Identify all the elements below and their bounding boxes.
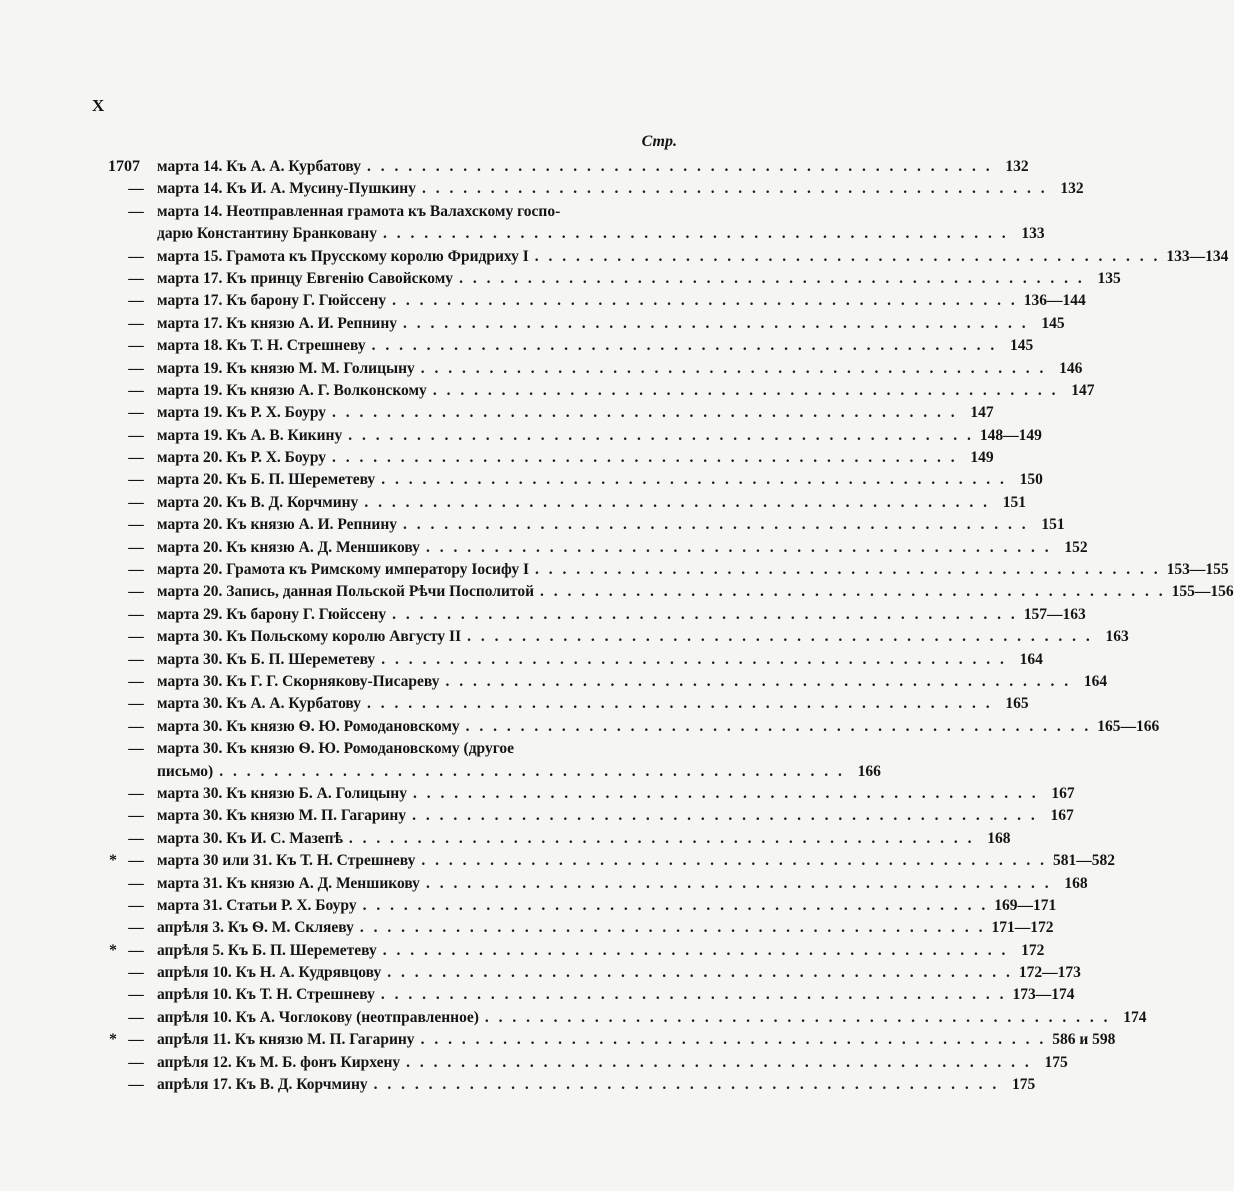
toc-entry bbox=[108, 783, 1075, 805]
toc-entry bbox=[108, 492, 1026, 514]
entry-body bbox=[157, 559, 1229, 581]
entry-title: марта 20. Къ Р. Х. Боуру bbox=[157, 449, 326, 467]
entry-dash: — bbox=[128, 1031, 144, 1049]
entry-dash: — bbox=[128, 650, 144, 668]
entry-leader-dots: . . . . . . . . . . . . . . . . . . . . . . . . . . . . . . . . . . . . . . . . . . . . . . bbox=[382, 225, 1009, 243]
entry-title: марта 31. Статьи Р. Х. Боуру bbox=[157, 896, 357, 914]
entry-leader-dots: . . . . . . . . . . . . . . . . . . . . . . . . . . . . . . . . . . . . . . . . . . . . . . bbox=[484, 1008, 1111, 1026]
entry-dash: — bbox=[128, 672, 144, 690]
entry-title: марта 30. Къ князю Ѳ. Ю. Ромодановскому (другое bbox=[157, 740, 514, 758]
entry-page-number: 172 bbox=[1021, 941, 1045, 959]
entry-title: марта 15. Грамота къ Прусскому королю Фридриху I bbox=[157, 247, 529, 265]
entry-leader-dots: . . . . . . . . . . . . . . . . . . . . . . . . . . . . . . . . . . . . . . . . . . . . . . bbox=[381, 650, 1007, 668]
entry-body bbox=[157, 626, 1129, 648]
entry-dash: — bbox=[128, 852, 144, 870]
entry-title: марта 19. Къ князю М. М. Голицыну bbox=[157, 359, 415, 377]
entry-body bbox=[157, 581, 1234, 603]
entry-page-number: 165—166 bbox=[1097, 717, 1160, 735]
entry-body bbox=[157, 268, 1121, 290]
entry-title: марта 30. Къ Б. П. Шереметеву bbox=[157, 650, 376, 668]
entry-body bbox=[157, 962, 1081, 984]
entry-leader-dots: . . . . . . . . . . . . . . . . . . . . . . . . . . . . . . . . . . . . . . . . . . . . . . bbox=[348, 829, 975, 847]
entry-body bbox=[157, 290, 1086, 312]
entry-page-number: 151 bbox=[1002, 493, 1026, 511]
entry-leader-dots: . . . . . . . . . . . . . . . . . . . . . . . . . . . . . . . . . . . . . . . . . . . . . . bbox=[371, 337, 998, 355]
entry-leader-dots: . . . . . . . . . . . . . . . . . . . . . . . . . . . . . . . . . . . . . . . . . . . . . . bbox=[332, 404, 958, 422]
toc-entry bbox=[108, 1029, 1116, 1051]
entry-page-number: 172—173 bbox=[1018, 964, 1081, 982]
entry-dash: — bbox=[128, 628, 144, 646]
entry-star-marker: * bbox=[109, 1031, 117, 1049]
entry-leader-dots: . . . . . . . . . . . . . . . . . . . . . . . . . . . . . . . . . . . . . . . . . . . . . . bbox=[364, 493, 990, 511]
entry-body bbox=[157, 1074, 1036, 1096]
entry-body bbox=[157, 178, 1084, 200]
toc-entry bbox=[108, 671, 1108, 693]
entry-page-number: 166 bbox=[857, 762, 881, 780]
entry-dash: — bbox=[128, 941, 144, 959]
toc-entry bbox=[108, 962, 1081, 984]
entry-dash: — bbox=[128, 807, 144, 825]
entry-title: марта 19. Къ А. В. Кикину bbox=[157, 426, 343, 444]
entry-page-number: 165 bbox=[1005, 695, 1029, 713]
entry-dash: — bbox=[128, 1008, 144, 1026]
entry-title: марта 17. Къ князю А. И. Репнину bbox=[157, 314, 398, 332]
entry-dash: — bbox=[128, 538, 144, 556]
entry-page-number: 136—144 bbox=[1023, 292, 1086, 310]
entry-body bbox=[157, 940, 1045, 962]
entry-body bbox=[157, 537, 1088, 559]
entry-dash: — bbox=[128, 202, 144, 220]
entry-leader-dots: . . . . . . . . . . . . . . . . . . . . . . . . . . . . . . . . . . . . . . . . . . . . . . bbox=[381, 471, 1007, 489]
entry-dash: — bbox=[128, 314, 144, 332]
entry-body bbox=[157, 246, 1229, 268]
entry-body bbox=[157, 380, 1095, 402]
entry-dash: — bbox=[128, 964, 144, 982]
entry-leader-dots: . . . . . . . . . . . . . . . . . . . . . . . . . . . . . . . . . . . . . . . . . . . . . . bbox=[392, 292, 1018, 310]
entry-leader-dots: . . . . . . . . . . . . . . . . . . . . . . . . . . . . . . . . . . . . . . . . . . . . . . bbox=[420, 359, 1047, 377]
entry-page-number: 586 и 598 bbox=[1052, 1031, 1116, 1049]
entry-leader-dots: . . . . . . . . . . . . . . . . . . . . . . . . . . . . . . . . . . . . . . . . . . . . . . bbox=[387, 964, 1013, 982]
entry-body bbox=[157, 1007, 1147, 1029]
toc-entry bbox=[108, 447, 994, 469]
entry-title: марта 14. Къ А. А. Курбатову bbox=[157, 158, 362, 175]
entry-title: марта 19. Къ Р. Х. Боуру bbox=[157, 404, 326, 422]
entry-title: апрѣля 5. Къ Б. П. Шереметеву bbox=[157, 941, 377, 959]
toc-entry bbox=[108, 1052, 1068, 1074]
toc-entry bbox=[108, 156, 1029, 178]
entry-title: апрѣля 10. Къ Т. Н. Стрешневу bbox=[157, 986, 375, 1004]
toc-entry bbox=[108, 380, 1095, 402]
entry-page-number: 168 bbox=[987, 829, 1011, 847]
entry-title: марта 17. Къ принцу Евгенію Савойскому bbox=[157, 269, 454, 287]
entry-dash: — bbox=[128, 493, 144, 511]
entry-dash: — bbox=[128, 449, 144, 467]
entry-dash: — bbox=[128, 404, 144, 422]
entry-body bbox=[157, 761, 881, 783]
toc-entry bbox=[108, 917, 1054, 939]
entry-leader-dots: . . . . . . . . . . . . . . . . . . . . . . . . . . . . . . . . . . . . . . . . . . . . . . bbox=[412, 784, 1039, 802]
entry-title: марта 20. Къ князю А. Д. Меншикову bbox=[157, 538, 420, 556]
entry-page-number: 581—582 bbox=[1053, 852, 1116, 870]
entry-title: апрѣля 10. Къ Н. А. Кудрявцову bbox=[157, 964, 382, 982]
entry-leader-dots: . . . . . . . . . . . . . . . . . . . . . . . . . . . . . . . . . . . . . . . . . . . . . . bbox=[332, 449, 958, 467]
entry-body bbox=[157, 469, 1043, 491]
entry-dash: — bbox=[128, 874, 144, 892]
entry-leader-dots: . . . . . . . . . . . . . . . . . . . . . . . . . . . . . . . . . . . . . . . . . . . . . . bbox=[219, 762, 845, 780]
toc-entry bbox=[108, 850, 1116, 872]
entry-page-number: 168 bbox=[1064, 874, 1088, 892]
entry-body bbox=[157, 917, 1054, 939]
entry-title: апрѣля 3. Къ Ѳ. М. Скляеву bbox=[157, 919, 354, 937]
entry-body bbox=[157, 313, 1065, 335]
entry-page-number: 145 bbox=[1041, 314, 1065, 332]
entry-page-number: 151 bbox=[1041, 516, 1065, 534]
entry-page-number: 157—163 bbox=[1023, 605, 1086, 623]
entry-leader-dots: . . . . . . . . . . . . . . . . . . . . . . . . . . . . . . . . . . . . . . . . . . . . . . bbox=[359, 919, 986, 937]
table-of-contents bbox=[108, 156, 1234, 1096]
entry-title: марта 30. Къ А. А. Курбатову bbox=[157, 695, 362, 713]
entry-body bbox=[157, 1029, 1116, 1051]
entry-body bbox=[157, 223, 1045, 245]
toc-entry bbox=[108, 1007, 1147, 1029]
entry-dash: — bbox=[128, 359, 144, 377]
entry-dash: — bbox=[128, 829, 144, 847]
entry-star-marker: * bbox=[109, 941, 117, 959]
entry-leader-dots: . . . . . . . . . . . . . . . . . . . . . . . . . . . . . . . . . . . . . . . . . . . . . . bbox=[403, 314, 1029, 332]
entry-body bbox=[157, 693, 1029, 715]
entry-leader-dots: . . . . . . . . . . . . . . . . . . . . . . . . . . . . . . . . . . . . . . . . . . . . . . bbox=[392, 605, 1018, 623]
entry-page-number: 175 bbox=[1044, 1053, 1068, 1071]
entry-page-number: 147 bbox=[1071, 381, 1095, 399]
toc-entry bbox=[108, 268, 1121, 290]
entry-body bbox=[157, 850, 1116, 872]
entry-leader-dots: . . . . . . . . . . . . . . . . . . . . . . . . . . . . . . . . . . . . . . . . . . . . . . bbox=[406, 1053, 1032, 1071]
entry-title: марта 20. Къ князю А. И. Репнину bbox=[157, 516, 398, 534]
toc-entry bbox=[108, 604, 1086, 626]
toc-entry bbox=[108, 828, 1011, 850]
entry-title: марта 20. Къ В. Д. Корчмину bbox=[157, 493, 359, 511]
entry-title: марта 14. Къ И. А. Мусину-Пушкину bbox=[157, 180, 416, 198]
entry-title: марта 20. Запись, данная Польской Рѣчи Посполитой bbox=[157, 583, 535, 601]
entry-title: марта 30. Къ Польскому королю Августу II bbox=[157, 628, 462, 646]
entry-leader-dots: . . . . . . . . . . . . . . . . . . . . . . . . . . . . . . . . . . . . . . . . . . . . . . bbox=[367, 158, 993, 175]
toc-entry bbox=[108, 178, 1084, 200]
entry-page-number: 132 bbox=[1005, 158, 1029, 175]
entry-title: марта 30. Къ Г. Г. Скорнякову-Писареву bbox=[157, 672, 440, 690]
entry-title: марта 29. Къ барону Г. Гюйссену bbox=[157, 605, 387, 623]
entry-title: апрѣля 17. Къ В. Д. Корчмину bbox=[157, 1076, 368, 1094]
entry-dash: — bbox=[128, 561, 144, 579]
toc-entry bbox=[108, 425, 1042, 447]
entry-body bbox=[157, 447, 994, 469]
entry-body bbox=[157, 671, 1108, 693]
entry-year: 1707 bbox=[108, 158, 140, 175]
entry-dash: — bbox=[128, 695, 144, 713]
entry-page-number: 169—171 bbox=[994, 896, 1057, 914]
entry-leader-dots: . . . . . . . . . . . . . . . . . . . . . . . . . . . . . . . . . . . . . . . . . . . . . . bbox=[412, 807, 1038, 825]
entry-page-number: 153—155 bbox=[1166, 561, 1229, 579]
entry-dash: — bbox=[128, 247, 144, 265]
toc-entry bbox=[108, 805, 1074, 827]
entry-dash: — bbox=[128, 471, 144, 489]
entry-page-number: 155—156 bbox=[1171, 583, 1234, 601]
entry-body bbox=[157, 514, 1065, 536]
entry-page-number: 164 bbox=[1083, 672, 1108, 690]
entry-leader-dots: . . . . . . . . . . . . . . . . . . . . . . . . . . . . . . . . . . . . . . . . . . . . . . bbox=[373, 1076, 1000, 1094]
entry-title: апрѣля 11. Къ князю М. П. Гагарину bbox=[157, 1031, 415, 1049]
entry-body bbox=[157, 402, 994, 424]
entry-page-number: 152 bbox=[1064, 538, 1088, 556]
entry-body bbox=[157, 873, 1088, 895]
entry-body bbox=[157, 201, 680, 223]
entry-leader-dots: . . . . . . . . . . . . . . . . . . . . . . . . . . . . . . . . . . . . . . . . . . . . . . bbox=[432, 381, 1059, 399]
entry-leader-dots: . . . . . . . . . . . . . . . . . . . . . . . . . . . . . . . . . . . . . . . . . . . . . . bbox=[459, 269, 1085, 287]
toc-entry bbox=[108, 313, 1065, 335]
entry-title: марта 18. Къ Т. Н. Стрешневу bbox=[157, 337, 366, 355]
entry-title: марта 20. Грамота къ Римскому императору Іосифу I bbox=[157, 561, 529, 579]
toc-entry bbox=[108, 469, 1043, 491]
toc-entry bbox=[108, 537, 1088, 559]
entry-title: апрѣля 10. Къ А. Чоглокову (неотправленное) bbox=[157, 1008, 479, 1026]
toc-entry bbox=[108, 649, 1043, 671]
entry-body bbox=[157, 425, 1042, 447]
entry-leader-dots: . . . . . . . . . . . . . . . . . . . . . . . . . . . . . . . . . . . . . . . . . . . . . . bbox=[382, 941, 1009, 959]
entry-body bbox=[157, 335, 1034, 357]
entry-leader-dots: . . . . . . . . . . . . . . . . . . . . . . . . . . . . . . . . . . . . . . . . . . . . . . bbox=[367, 695, 993, 713]
entry-title: апрѣля 12. Къ М. Б. фонъ Кирхену bbox=[157, 1053, 401, 1071]
entry-title: марта 31. Къ князю А. Д. Меншикову bbox=[157, 874, 420, 892]
entry-title: дарю Константину Бранковану bbox=[157, 225, 377, 243]
entry-dash: — bbox=[128, 919, 144, 937]
toc-entry bbox=[108, 246, 1229, 268]
entry-dash: — bbox=[128, 896, 144, 914]
entry-leader-dots: . . . . . . . . . . . . . . . . . . . . . . . . . . . . . . . . . . . . . . . . . . . . . . bbox=[534, 561, 1161, 579]
toc-entry bbox=[108, 581, 1234, 603]
entry-title: марта 30. Къ князю М. П. Гагарину bbox=[157, 807, 407, 825]
entry-dash: — bbox=[128, 717, 144, 735]
entry-body bbox=[157, 358, 1083, 380]
entry-page-number: 174 bbox=[1123, 1008, 1147, 1026]
entry-leader-dots: . . . . . . . . . . . . . . . . . . . . . . . . . . . . . . . . . . . . . . . . . . . . . . bbox=[540, 583, 1166, 601]
entry-page-number: 173—174 bbox=[1012, 986, 1075, 1004]
entry-leader-dots: . . . . . . . . . . . . . . . . . . . . . . . . . . . . . . . . . . . . . . . . . . . . . . bbox=[465, 717, 1092, 735]
entry-page-number: 167 bbox=[1050, 807, 1074, 825]
entry-leader-dots: . . . . . . . . . . . . . . . . . . . . . . . . . . . . . . . . . . . . . . . . . . . . . . bbox=[421, 180, 1048, 198]
entry-body bbox=[157, 895, 1057, 917]
toc-entry bbox=[108, 402, 994, 424]
toc-entry bbox=[108, 201, 680, 223]
entry-page-number: 167 bbox=[1051, 784, 1075, 802]
entry-title: марта 30. Къ князю Б. А. Голицыну bbox=[157, 784, 407, 802]
entry-body bbox=[157, 649, 1043, 671]
entry-leader-dots: . . . . . . . . . . . . . . . . . . . . . . . . . . . . . . . . . . . . . . . . . . . . . . bbox=[425, 538, 1052, 556]
entry-title: марта 20. Къ Б. П. Шереметеву bbox=[157, 471, 376, 489]
entry-body bbox=[157, 738, 680, 760]
toc-entry bbox=[108, 358, 1083, 380]
entry-leader-dots: . . . . . . . . . . . . . . . . . . . . . . . . . . . . . . . . . . . . . . . . . . . . . . bbox=[425, 874, 1052, 892]
entry-page-number: 146 bbox=[1059, 359, 1083, 377]
entry-dash: — bbox=[128, 381, 144, 399]
entry-page-number: 171—172 bbox=[991, 919, 1054, 937]
page-column-header: Стр. bbox=[641, 133, 677, 150]
entry-dash: — bbox=[128, 784, 144, 802]
toc-entry bbox=[108, 626, 1129, 648]
toc-entry bbox=[108, 693, 1029, 715]
toc-entry bbox=[108, 895, 1057, 917]
toc-entry bbox=[108, 223, 1045, 245]
entry-page-number: 150 bbox=[1019, 471, 1043, 489]
entry-leader-dots: . . . . . . . . . . . . . . . . . . . . . . . . . . . . . . . . . . . . . . . . . . . . . . bbox=[348, 426, 974, 444]
toc-entry bbox=[108, 1074, 1036, 1096]
entry-page-number: 132 bbox=[1060, 180, 1084, 198]
entry-body bbox=[157, 716, 1160, 738]
entry-body bbox=[157, 783, 1075, 805]
entry-dash: — bbox=[128, 180, 144, 198]
entry-body bbox=[157, 604, 1086, 626]
entry-page-number: 148—149 bbox=[979, 426, 1042, 444]
entry-page-number: 147 bbox=[970, 404, 994, 422]
entry-leader-dots: . . . . . . . . . . . . . . . . . . . . . . . . . . . . . . . . . . . . . . . . . . . . . . bbox=[421, 852, 1048, 870]
entry-page-number: 133—134 bbox=[1166, 247, 1229, 265]
entry-dash: — bbox=[128, 269, 144, 287]
entry-body bbox=[157, 984, 1075, 1006]
entry-page-number: 135 bbox=[1097, 269, 1121, 287]
entry-dash: — bbox=[128, 583, 144, 601]
toc-entry bbox=[108, 290, 1086, 312]
entry-leader-dots: . . . . . . . . . . . . . . . . . . . . . . . . . . . . . . . . . . . . . . . . . . . . . . bbox=[467, 628, 1093, 646]
entry-dash: — bbox=[128, 1053, 144, 1071]
entry-page-number: 149 bbox=[970, 449, 994, 467]
toc-entry bbox=[108, 873, 1088, 895]
entry-title: марта 30 или 31. Къ Т. Н. Стрешневу bbox=[157, 852, 416, 870]
toc-entry bbox=[108, 940, 1045, 962]
toc-entry bbox=[108, 984, 1075, 1006]
page-roman-numeral: X bbox=[92, 96, 105, 115]
entry-leader-dots: . . . . . . . . . . . . . . . . . . . . . . . . . . . . . . . . . . . . . . . . . . . . . . bbox=[380, 986, 1007, 1004]
entry-dash: — bbox=[128, 986, 144, 1004]
entry-page-number: 175 bbox=[1012, 1076, 1036, 1094]
entry-dash: — bbox=[128, 337, 144, 355]
entry-body bbox=[157, 156, 1029, 178]
toc-entry bbox=[108, 335, 1034, 357]
toc-entry bbox=[108, 738, 680, 760]
entry-title: письмо) bbox=[157, 762, 214, 780]
entry-leader-dots: . . . . . . . . . . . . . . . . . . . . . . . . . . . . . . . . . . . . . . . . . . . . . . bbox=[403, 516, 1029, 534]
entry-title: марта 30. Къ князю Ѳ. Ю. Ромодановскому bbox=[157, 717, 460, 735]
entry-leader-dots: . . . . . . . . . . . . . . . . . . . . . . . . . . . . . . . . . . . . . . . . . . . . . . bbox=[420, 1031, 1047, 1049]
entry-title: марта 30. Къ И. С. Мазепѣ bbox=[157, 829, 343, 847]
entry-page-number: 133 bbox=[1021, 225, 1045, 243]
entry-star-marker: * bbox=[109, 852, 117, 870]
entry-dash: — bbox=[128, 740, 144, 758]
entry-dash: — bbox=[128, 516, 144, 534]
entry-dash: — bbox=[128, 292, 144, 310]
entry-dash: — bbox=[128, 1076, 144, 1094]
entry-page-number: 145 bbox=[1009, 337, 1034, 355]
toc-entry bbox=[108, 716, 1160, 738]
toc-entry bbox=[108, 761, 881, 783]
entry-body bbox=[157, 805, 1074, 827]
toc-entry bbox=[108, 514, 1065, 536]
entry-page-number: 163 bbox=[1105, 628, 1129, 646]
entry-body bbox=[157, 1052, 1068, 1074]
entry-title: марта 17. Къ барону Г. Гюйссену bbox=[157, 292, 387, 310]
entry-leader-dots: . . . . . . . . . . . . . . . . . . . . . . . . . . . . . . . . . . . . . . . . . . . . . . bbox=[534, 247, 1161, 265]
entry-body bbox=[157, 492, 1026, 514]
entry-title: марта 19. Къ князю А. Г. Волконскому bbox=[157, 381, 427, 399]
entry-body bbox=[157, 828, 1011, 850]
entry-title: марта 14. Неотправленная грамота къ Валахскому госпо- bbox=[157, 202, 561, 220]
entry-page-number: 164 bbox=[1019, 650, 1043, 668]
toc-entry bbox=[108, 559, 1229, 581]
entry-dash: — bbox=[128, 426, 144, 444]
entry-dash: — bbox=[128, 605, 144, 623]
entry-leader-dots: . . . . . . . . . . . . . . . . . . . . . . . . . . . . . . . . . . . . . . . . . . . . . . bbox=[445, 672, 1072, 690]
entry-leader-dots: . . . . . . . . . . . . . . . . . . . . . . . . . . . . . . . . . . . . . . . . . . . . . . bbox=[362, 896, 989, 914]
